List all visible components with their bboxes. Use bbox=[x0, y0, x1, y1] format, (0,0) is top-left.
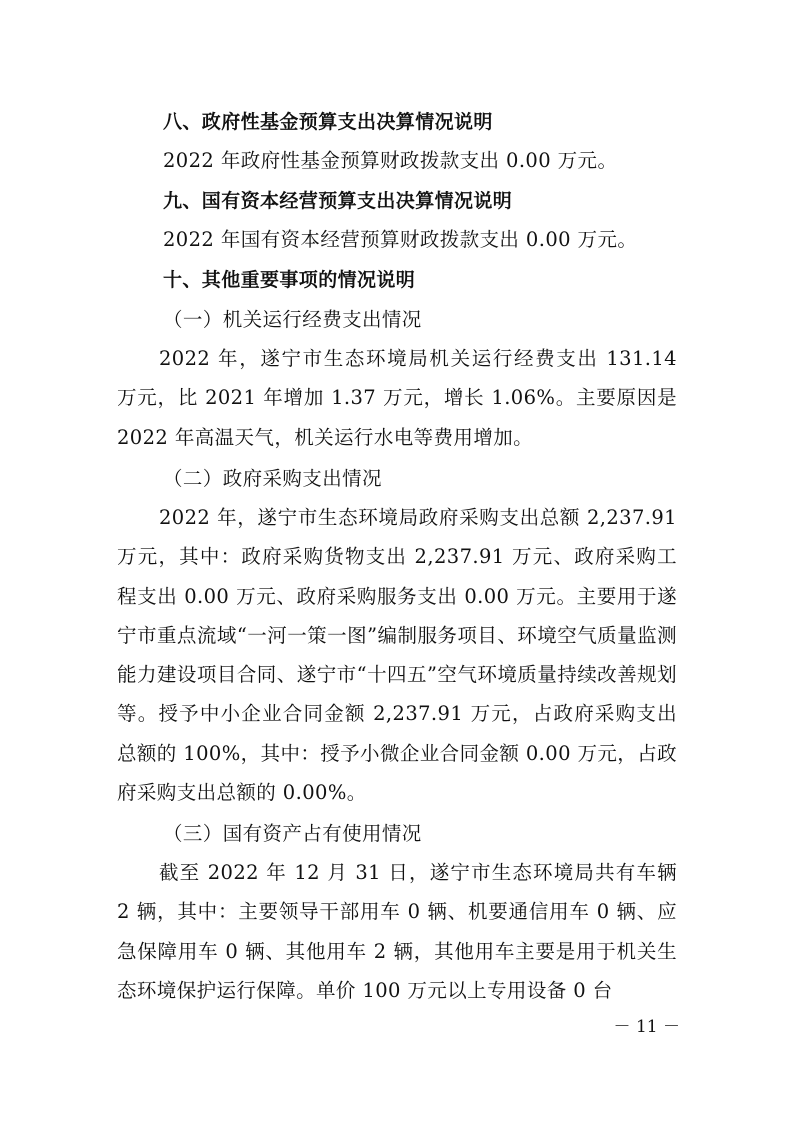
section-10-heading: 十、其他重要事项的情况说明 bbox=[163, 269, 416, 291]
section-9-text: 2022 年国有资本经营预算财政拨款支出 0.00 万元。 bbox=[163, 228, 638, 251]
subsection-3-text: 截至 2022 年 12 月 31 日，遂宁市生态环境局共有车辆 2 辆，其中：主要领导干部用车 0 辆、机要通信用车 0 辆、应急保障用车 0 辆、其他用车 2 辆，其他用车主要是用于机关生态环境保护运行保障。单价 100 万元以上专用设备 0 台 bbox=[117, 861, 677, 1002]
section-9-heading: 九、国有资本经营预算支出决算情况说明 bbox=[163, 190, 513, 212]
subsection-2-heading: （二）政府采购支出情况 bbox=[163, 467, 382, 490]
section-8-text: 2022 年政府性基金预算财政拨款支出 0.00 万元。 bbox=[163, 149, 618, 172]
subsection-2-text: 2022 年，遂宁市生态环境局政府采购支出总额 2,237.91 万元，其中：政府采购货物支出 2,237.91 万元、政府采购工程支出 0.00 万元、政府采购服务支出 0.00 万元。主要用于遂宁市重点流域“一河一策一图”编制服务项目、环境空气质量监测能力建设项目合同、遂宁市“十四五”空气环境质量持续改善规划等。授予中小企业合同金额 2,237.91 万元，占政府采购支出总额的 100%，其中：授予小微企业合同金额 0.00 万元，占政府采购支出总额的 0.00%。 bbox=[117, 506, 677, 805]
section-8-heading: 八、政府性基金预算支出决算情况说明 bbox=[163, 111, 493, 133]
subsection-1-heading: （一）机关运行经费支出情况 bbox=[163, 308, 422, 331]
page-number: － 11 － bbox=[613, 1017, 680, 1037]
subsection-3-heading: （三）国有资产占有使用情况 bbox=[163, 822, 422, 845]
subsection-1-text: 2022 年，遂宁市生态环境局机关运行经费支出 131.14 万元，比 2021 年增加 1.37 万元，增长 1.06%。主要原因是 2022 年高温天气，机关运行水电等费用增加。 bbox=[117, 347, 677, 449]
